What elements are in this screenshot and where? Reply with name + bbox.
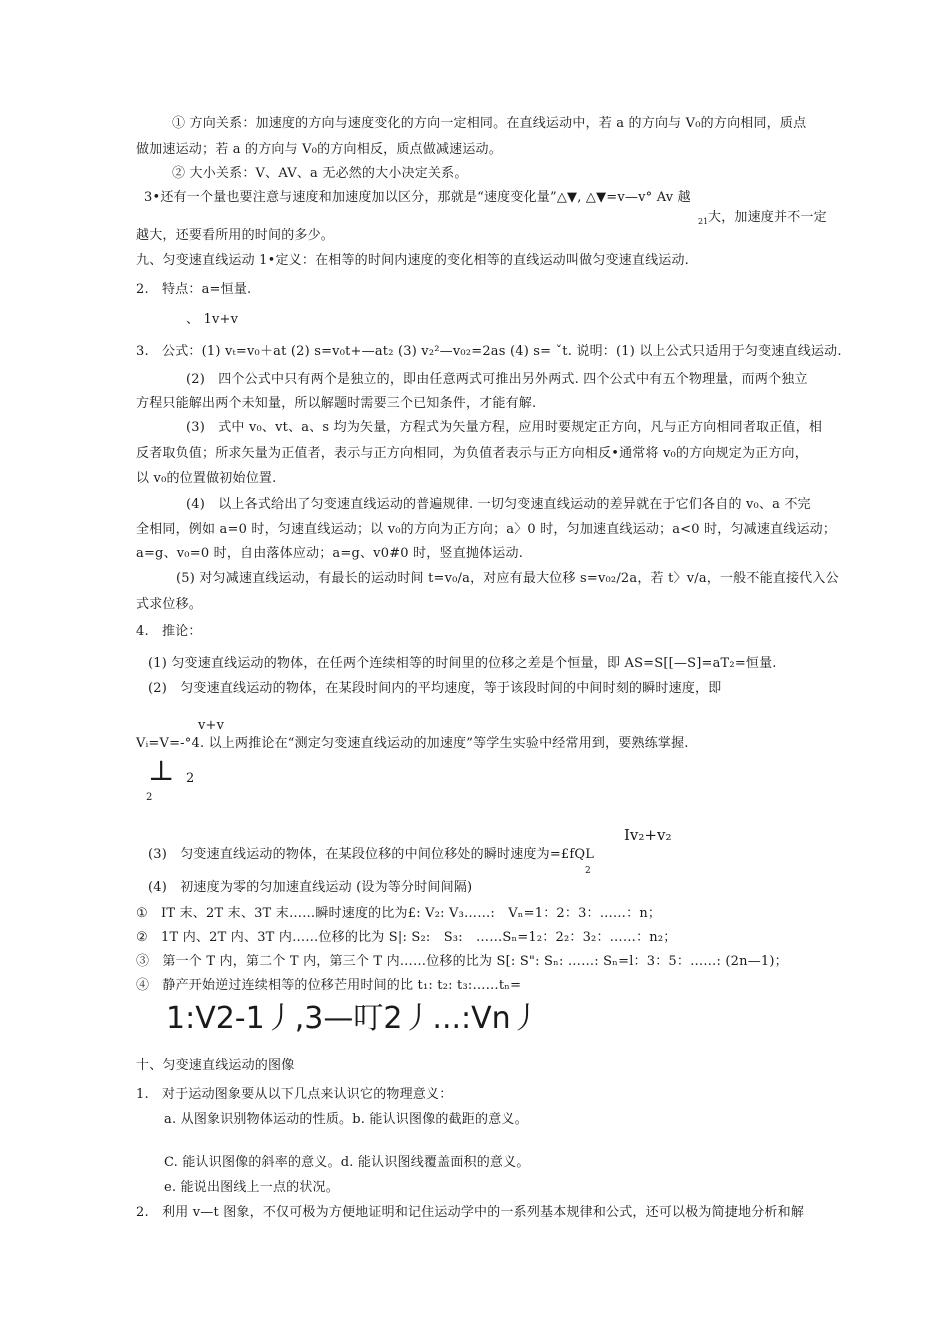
text-line: a=g、v₀=0 时，自由落体应动；a=g、v0#0 时，竖直抛体运动. — [136, 546, 524, 561]
text-line: 2. 特点：a=恒量. — [136, 282, 252, 297]
text-line: 以 v₀的位置做初始位置. — [136, 471, 277, 486]
text-line: 大，加速度并不一定 — [708, 210, 827, 225]
text-line: (3) 式中 v₀、vt、a、s 均为矢量，方程式为矢量方程，应用时要规定正方向，凡与正方向相同者取正值，相 — [186, 420, 823, 435]
text-line: (4) 初速度为零的匀加速直线运动 (设为等分时间间隔) — [148, 880, 473, 895]
text-line: 2. 利用 v—t 图象，不仅可极为方便地证明和记住运动学中的一系列基本规律和公式，还可以极为简捷地分析和解 — [136, 1205, 805, 1220]
text-line: 3•还有一个量也要注意与速度和加速度加以区分，那就是“速度变化量”△▼, △▼=v—v° Av 越 — [144, 190, 691, 205]
subscript-note: 21 — [698, 217, 709, 226]
formula-fragment: 2 — [186, 771, 195, 786]
text-line: e. 能说出图线上一点的状况。 — [164, 1180, 339, 1195]
text-line: 式求位移。 — [136, 597, 203, 612]
formula-fragment: v+v — [198, 718, 225, 733]
text-line: (2) 匀变速直线运动的物体，在某段时间内的平均速度，等于该段时间的中间时刻的瞬时速度，即 — [148, 681, 722, 696]
text-line: (2) 四个公式中只有两个是独立的，即由任意两式可推出另外两式. 四个公式中有五个物理量，而两个独立 — [186, 372, 808, 387]
text-line: (3) 匀变速直线运动的物体，在某段位移的中间位移处的瞬时速度为=£fQL — [148, 847, 595, 862]
formula-fragment: ⊥ — [148, 754, 175, 787]
formula-fragment: 、 1v+v — [186, 312, 239, 327]
ratio-formula: 1:V2-1丿,3—叮2丿...:Vn丿 — [166, 1001, 541, 1036]
text-line: 越大，还要看所用的时间的多少。 — [136, 228, 335, 243]
text-line: ③ 第一个 T 内，第二个 T 内，第三个 T 内……位移的比为 S[: S": Sₙ: ……: Sₙ=l：3：5：……: (2n—1)； — [136, 954, 788, 969]
text-line: 方程只能解出两个未知量，所以解题时需要三个已知条件，才能有解. — [136, 396, 537, 411]
text-line: ① 方向关系：加速度的方向与速度变化的方向一定相同。在直线运动中，若 a 的方向与 V₀的方向相同，质点 — [172, 116, 807, 131]
text-line: 1. 对于运动图象要从以下几点来认识它的物理意义： — [136, 1087, 453, 1102]
text-line: (5) 对匀减速直线运动，有最长的运动时间 t=v₀/a，对应有最大位移 s=v₀₂/2a，若 t〉v/a，一般不能直接代入公 — [176, 571, 839, 586]
text-line: C. 能认识图像的斜率的意义。d. 能认识图线覆盖面积的意义。 — [164, 1155, 530, 1170]
text-line: Vᵢ=V=-°4. 以上两推论在“测定匀变速直线运动的加速度”等学生实验中经常用到，要熟练掌握. — [136, 736, 689, 751]
text-line: 做加速运动；若 a 的方向与 V₀的方向相反，质点做减速运动。 — [136, 142, 502, 157]
section-heading: 九、匀变速直线运动 1•定义：在相等的时间内速度的变化相等的直线运动叫做匀变速直线运动. — [136, 253, 690, 268]
text-line: 反者取负值；所求矢量为正值者，表示与正方向相同，为负值者表示与正方向相反•通常将 v₀的方向规定为正方向， — [136, 446, 808, 461]
text-line: ① IT 末、2T 末、3T 末……瞬时速度的比为£: V₂: V₃……: Vₙ=1：2：3：……：n； — [136, 906, 662, 921]
text-line: a. 从图象识别物体运动的性质。b. 能认识图像的截距的意义。 — [164, 1112, 528, 1127]
text-line: 全相同，例如 a=0 时，匀速直线运动；以 v₀的方向为正方向；a〉0 时，匀加速直线运动；a<0 时，匀减速直线运动； — [136, 522, 837, 537]
text-line: (4) 以上各式给出了匀变速直线运动的普遍规律. 一切匀变速直线运动的差异就在于它们各自的 v₀、a 不完 — [186, 497, 811, 512]
text-line: ④ 静产开始逆过连续相等的位移芒用时间的比 t₁: t₂: t₃:……tₙ= — [136, 978, 522, 993]
section-heading: 十、匀变速直线运动的图像 — [136, 1058, 295, 1073]
text-line: (1) 匀变速直线运动的物体，在任两个连续相等的时间里的位移之差是个恒量，即 AS=S[[—S]=aT₂=恒量. — [148, 656, 777, 671]
formula-fragment: Iv₂+v₂ — [624, 826, 672, 844]
text-line: 3. 公式：(1) vₜ=v₀＋at (2) s=v₀t+—at₂ (3) v₂²—v₀₂=2as (4) s= ˇt. 说明：(1) 以上公式只适用于匀变速直线运动. — [136, 344, 842, 359]
text-line: ② 1T 内、2T 内、3T 内……位移的比为 S|: S₂: S₃: ……Sₙ=1₂：2₂：3₂：……：n₂； — [136, 930, 677, 945]
formula-fragment: 2 — [585, 866, 591, 876]
text-line: 4. 推论： — [136, 624, 202, 639]
formula-fragment: 2 — [146, 792, 153, 803]
text-line: ② 大小关系：V、AV、a 无必然的大小决定关系。 — [172, 166, 468, 181]
